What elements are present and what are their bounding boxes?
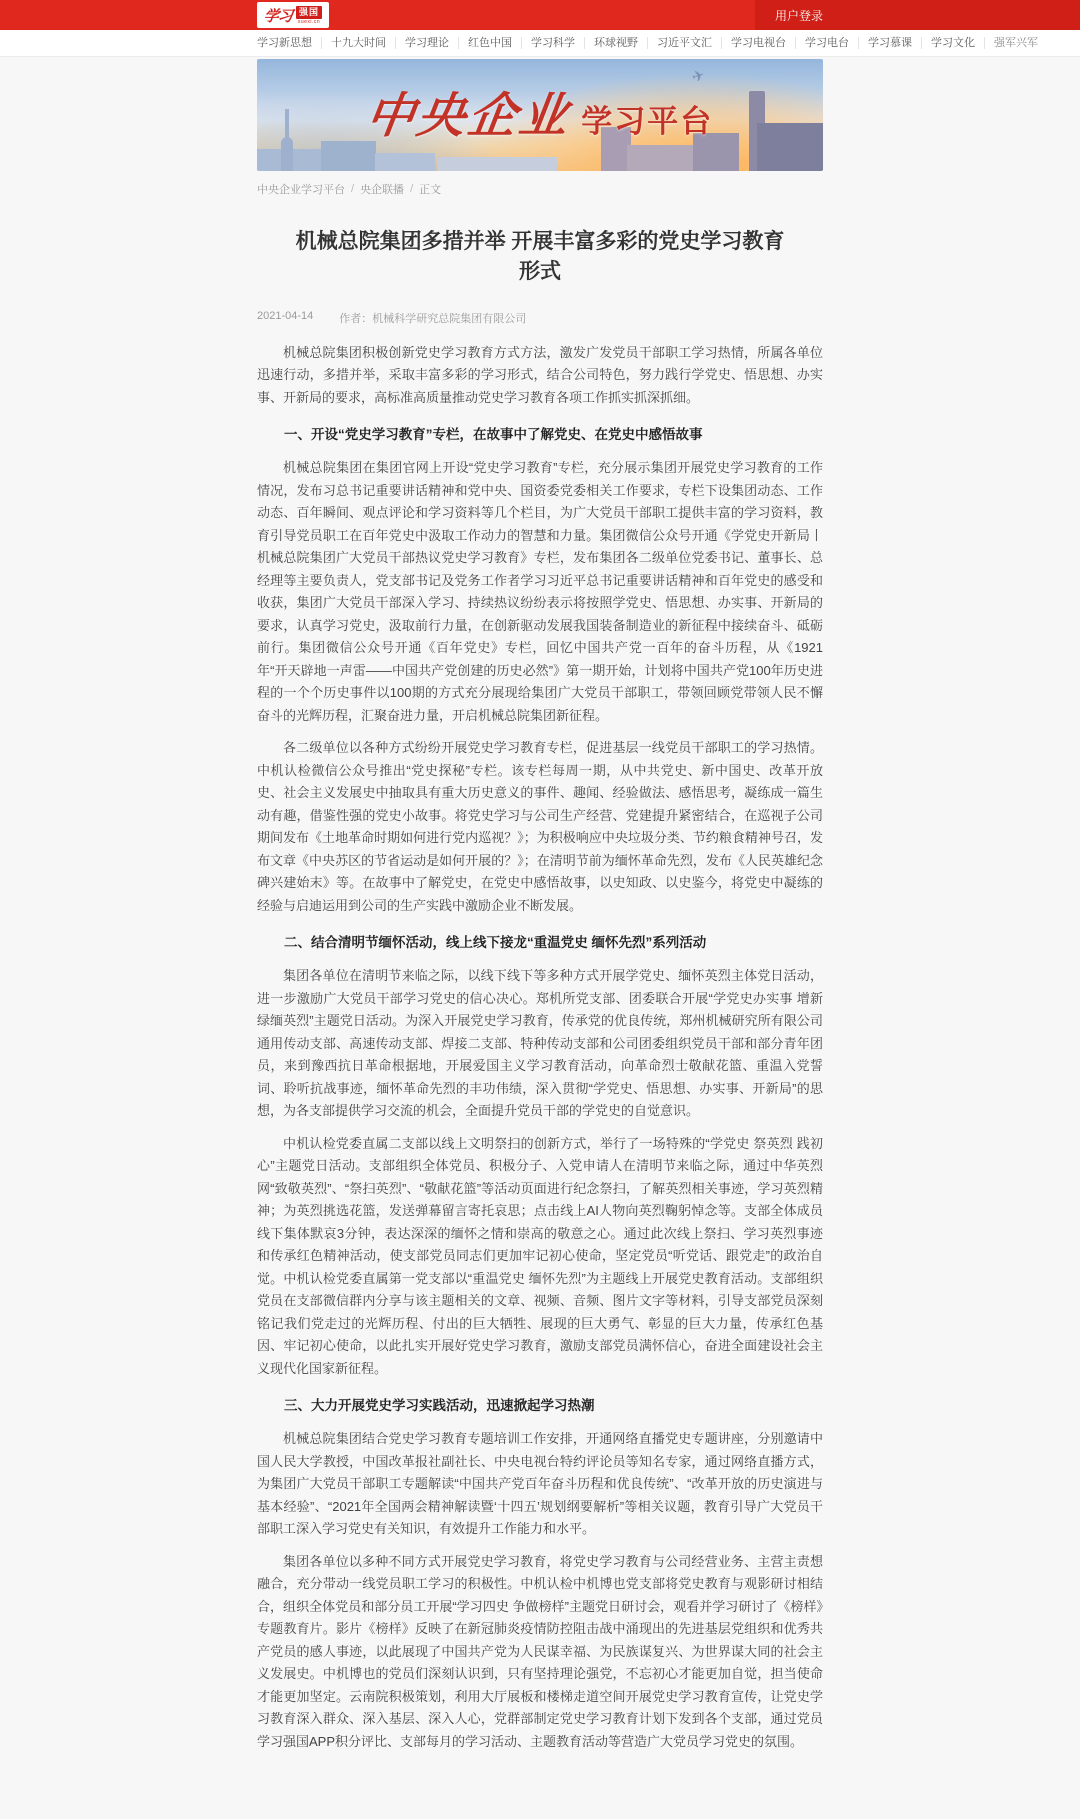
breadcrumb xyxy=(257,181,823,197)
logo-badge xyxy=(296,6,322,25)
article-paragraph: 机械总院集团在集团官网上开设“党史学习教育”专栏，充分展示集团开展党史学习教育的工作情况，发布习总书记重要讲话精神和党中央、国资委党委相关工作要求，专栏下设集团动态、工作动态、百年瞬间、观点评论和学习资料等几个栏目，为广大党员干部职工提供丰富的学习资料，教育引导党员职工在百年党史中汲取工作动力的智慧和力量。集团微信公众号开通《学党史开新局丨机械总院集团广大党员干部热议党史学习教育》专栏，发布集团各二级单位党委书记、董事长、总经理等主要负责人，党支部书记及党务工作者学习习近平总书记重要讲话精神和百年党史的感受和收获，集团广大党员干部深入学习、持续热议纷纷表示将按照学党史、悟思想、办实事、开新局的要求，认真学习党史，汲取前行力量，在创新驱动发展我国装备制造业的新征程中接续奋斗、砥砺前行。集团微信公众号开通《百年党史》专栏，回忆中国共产党一百年的奋斗历程，从《1921年“开天辟地一声雷——中国共产党创建的历史必然”》第一期开始，计划将中国共产党100年历史进程的一个个历史事件以100期的方式充分展现给集团广大党员干部职工，带领回顾党带领人民不懈奋斗的光辉历程，汇聚奋进力量，开启机械总院集团新征程。 xyxy=(257,460,823,723)
central-enterprise-banner xyxy=(257,59,823,171)
banner-title xyxy=(257,77,823,146)
article-date: 2021-04-14 xyxy=(257,309,314,322)
nav xyxy=(0,30,1080,57)
page-title: 机械总院集团多措并举 开展丰富多彩的党史学习教育形式 xyxy=(295,230,785,284)
banner-title-script: 中央企业 xyxy=(362,88,575,144)
breadcrumb-item-2[interactable]: 央企联播 xyxy=(360,184,405,196)
nav-item-5[interactable]: 学习科学 xyxy=(522,37,585,49)
nav-item-11[interactable]: 学习文化 xyxy=(922,37,985,49)
xuexi-qiangguo-logo[interactable] xyxy=(257,2,329,28)
article-meta xyxy=(257,310,823,326)
article xyxy=(257,227,823,1819)
section-heading: 二、结合清明节缅怀活动，线上线下接龙“重温党史 缅怀先烈”系列活动 xyxy=(284,935,707,951)
breadcrumb-separator: / xyxy=(351,183,355,195)
nav-item-12[interactable]: 强军兴军 xyxy=(994,37,1038,49)
article-paragraph: 中机认检党委直属二支部以线上文明祭扫的创新方式，举行了一场特殊的“学党史 祭英烈 践初心”主题党日活动。支部组织全体党员、积极分子、入党申请人在清明节来临之际，通过中华英烈网“致敬英烈”、“祭扫英烈”、“敬献花篮”等活动页面进行纪念祭扫，了解英烈相关事迹，学习英烈精神；为英烈挑选花篮，发送弹幕留言寄托哀思；点击线上AI人物向英烈鞠躬悼念等。支部全体成员线下集体默哀3分钟，表达深深的缅怀之情和崇高的敬意之心。通过此次线上祭扫、学习英烈事迹和传承红色精神活动，使支部党员同志们更加牢记初心使命，坚定党员“听党话、跟党走”的政治自觉。中机认检党委直属第一党支部以“重温党史 缅怀先烈”为主题线上开展党史教育活动。支部组织党员在支部微信群内分享与该主题相关的文章、视频、音频、图片文字等材料，引导支部党员深刻铭记我们党走过的光辉历程、付出的巨大牺牲、展现的巨大勇气、彰显的巨大力量，传承红色基因、牢记初心使命，以此扎实开展好党史学习教育，激励支部党员满怀信心，奋进全面建设社会主义现代化国家新征程。 xyxy=(257,1135,823,1376)
article-paragraph: 集团各单位以多种不同方式开展党史学习教育，将党史学习教育与公司经营业务、主营主责想融合，充分带动一线党员职工学习的积极性。中机认检中机博也党支部将党史教育与观影研讨相结合，组织全体党员和部分员工开展“学习四史 争做榜样”主题党日研讨会，观看并学习研讨了《榜样》专题教育片。影片《榜样》反映了在新冠肺炎疫情防控阻击战中涌现出的先进基层党组织和优秀共产党员的感人事迹，以此展现了中国共产党为人民谋幸福、为民族谋复兴、为世界谋大同的社会主义发展史。中机博也的党员们深刻认识到，只有坚持理论强党，不忘初心才能更加自觉，担当使命才能更加坚定。云南院积极策划，利用大厅展板和楼梯走道空间开展党史学习教育宣传，让党史学习教育深入群众、深入基层、深入人心，党群部制定党史学习教育计划下发到各个支部，通过党员学习强国APP积分评比、支部每月的学习活动、主题教育活动等营造广大党员学习党史的氛围。 xyxy=(257,1553,823,1749)
logo-badge-text: 强国 xyxy=(296,6,322,19)
nav-item-10[interactable]: 学习慕课 xyxy=(859,37,922,49)
nav-item-2[interactable]: 十九大时间 xyxy=(322,37,396,49)
nav-item-6[interactable]: 环球视野 xyxy=(585,37,648,49)
breadcrumb-item-3: 正文 xyxy=(419,184,442,196)
article-paragraph: 集团各单位在清明节来临之际，以线下线下等多种方式开展学党史、缅怀英烈主体党日活动，进一步激励广大党员干部学习党史的信心决心。郑机所党支部、团委联合开展“学党史办实事 增新绿缅英烈”主题党日活动。为深入开展党史学习教育，传承党的优良传统，郑州机械研究所有限公司通用传动支部、高速传动支部、焊接二支部、特种传动支部和公司团委组织党员干部和部分青年团员，来到豫西抗日革命根据地，开展爱国主义学习教育活动，向革命烈士敬献花篮、重温入党誓词、聆听抗战事迹，缅怀革命先烈的丰功伟绩，深入贯彻“学党史、悟思想、办实事、开新局”的思想，为各支部提供学习交流的机会，全面提升党员干部的学党史的自觉意识。 xyxy=(257,968,823,1119)
nav-item-8[interactable]: 学习电视台 xyxy=(722,37,796,49)
nav-item-7[interactable]: 习近平文汇 xyxy=(648,37,722,49)
article-paragraph: 机械总院集团结合党史学习教育专题培训工作安排，开通网络直播党史专题讲座，分别邀请中国人民大学教授，中国改革报社副社长、中央电视台特约评论员等知名专家，通过网络直播方式，为集团广大党员干部职工专题解读“中国共产党百年奋斗历程和优良传统”、“改革开放的历史演进与基本经验”、“2021年全国两会精神解读暨‘十四五’规划纲要解析”等相关议题，教育引导广大党员干部职工深入学习党史有关知识，有效提升工作能力和水平。 xyxy=(257,1431,823,1537)
logo-script-text: 学习 xyxy=(263,6,293,25)
section-heading: 一、开设“党史学习教育”专栏，在故事中了解党史、在党史中感悟故事 xyxy=(284,427,703,443)
breadcrumb-item-1[interactable]: 中央企业学习平台 xyxy=(257,184,345,196)
logo-sub-text: xuexi.cn xyxy=(297,18,321,25)
section-heading: 三、大力开展党史学习实践活动，迅速掀起学习热潮 xyxy=(284,1398,595,1414)
article-paragraph: 机械总院集团积极创新党史学习教育方式方法，激发广发党员干部职工学习热情，所属各单位迅速行动，多措并举，采取丰富多彩的学习形式，结合公司特色，努力践行学党史、悟思想、办实事、开新局的要求，高标准高质量推动党史学习教育各项工作抓实抓深抓细。 xyxy=(257,344,823,405)
user-login-link[interactable]: 用户登录 xyxy=(774,8,823,23)
article-body xyxy=(257,342,823,1754)
article-author: 作者：机械科学研究总院集团有限公司 xyxy=(339,312,527,325)
banner-title-bold: 学习平台 xyxy=(581,104,714,139)
airplane-icon: ✈ xyxy=(690,66,708,87)
top-header xyxy=(0,0,1080,30)
nav-item-3[interactable]: 学习理论 xyxy=(396,37,459,49)
breadcrumb-separator: / xyxy=(410,183,414,195)
nav-item-9[interactable]: 学习电台 xyxy=(796,37,859,49)
nav-item-1[interactable]: 学习新思想 xyxy=(257,37,322,49)
nav-item-4[interactable]: 红色中国 xyxy=(459,37,522,49)
article-paragraph: 各二级单位以各种方式纷纷开展党史学习教育专栏，促进基层一线党员干部职工的学习热情。中机认检微信公众号推出“党史探秘”专栏。该专栏每周一期，从中共党史、新中国史、改革开放史、社会主义发展史中抽取具有重大历史意义的事件、趣闻、经验做法、感悟思考，凝练成一篇生动有趣，借鉴性强的党史小故事。将党史学习与公司生产经营、党建提升紧密结合，在巡视子公司期间发布《土地革命时期如何进行党内巡视？》；为积极响应中央垃圾分类、节约粮食精神号召，发布文章《中央苏区的节省运动是如何开展的？》；在清明节前为缅怀革命先烈，发布《人民英雄纪念碑兴建始末》等。在故事中了解党史，在党史中感悟故事，以史知政、以史鉴今，将党史中凝练的经验与启迪运用到公司的生产实践中激励企业不断发展。 xyxy=(257,740,823,913)
